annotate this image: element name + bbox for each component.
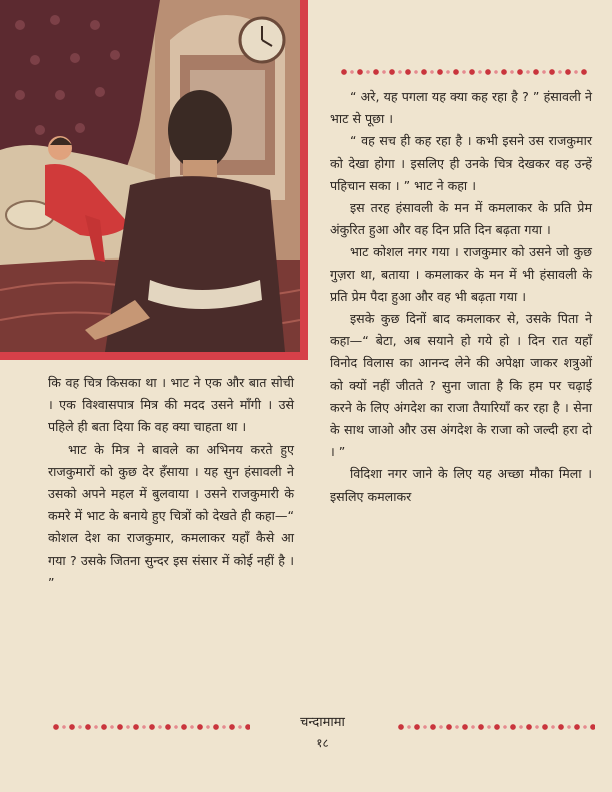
story-illustration <box>0 0 307 360</box>
illustration-border-right <box>300 0 308 360</box>
left-column <box>48 372 294 594</box>
paragraph: भाट कोशल नगर गया । राजकुमार को उसने जो कुछ गुज़रा था, बताया । कमलाकर के मन में भी हंसावली के प्रति प्रेम पैदा हुआ और वह भी बढ़ता गया । <box>330 244 592 304</box>
right-column <box>330 86 592 508</box>
paragraph: “ वह सच ही कह रहा है । कभी इसने उस राजकुमार को देखा होगा । इसलिए ही उनके चित्र देखकर वह उन्हें पहिचान सका । ” भाट ने कहा । <box>330 133 592 193</box>
paragraph: विदिशा नगर जाने के लिए यह अच्छा मौका मिला । इसलिए कमलाकर <box>330 466 592 504</box>
magazine-title: चन्दामामा <box>300 715 345 730</box>
paragraph: इस तरह हंसावली के मन में कमलाकर के प्रति प्रेम अंकुरित हुआ और वह दिन प्रति दिन बढ़ता गया । <box>330 200 592 238</box>
page-number: १८ <box>316 736 329 750</box>
palace-room-illustration <box>0 0 300 352</box>
paragraph: भाट के मित्र ने बावले का अभिनय करते हुए राजकुमारों को कुछ देर हँसाया । यह सुन हंसावली ने उसको अपने महल में बुलवाया । उसने राजकुमारी के कमरे में भाट के बनाये हुए चित्रों को देखते ही कहा—“ कोशल देश का राजकुमार, कमलाकर यहाँ कैसे आ गया ? उसके जितना सुन्दर इस संसार में कोई नहीं है । ” <box>48 441 294 590</box>
ornament-border-bottom-right <box>395 721 595 733</box>
paragraph: कि वह चित्र किसका था । भाट ने एक और बात सोची । एक विश्वासपात्र मित्र की मदद उसने माँगी । उसे पहिले ही बता दिया कि वह क्या चाहता था । <box>48 375 294 435</box>
paragraph: इसके कुछ दिनों बाद कमलाकर से, उसके पिता ने कहा—“ बेटा, अब सयाने हो गये हो । दिन रात यहाँ विनोद विलास का आनन्द लेने की अपेक्षा जाकर शत्रुओं को क्यों नहीं जीतते ? सुना जाता है कि हम पर चढ़ाई करने के लिए अंगदेश का राजा तैयारियाँ कर रहा है । सेना के साथ जाओ और उस अंगदेश के राजा को जल्दी हरा दो । ” <box>330 311 592 460</box>
ornament-border-top <box>338 66 588 78</box>
illustration-border-bottom <box>0 352 308 360</box>
paragraph: “ अरे, यह पगला यह क्या कह रहा है ? ” हंसावली ने भाट से पूछा । <box>330 89 592 127</box>
ornament-border-bottom-left <box>50 721 250 733</box>
